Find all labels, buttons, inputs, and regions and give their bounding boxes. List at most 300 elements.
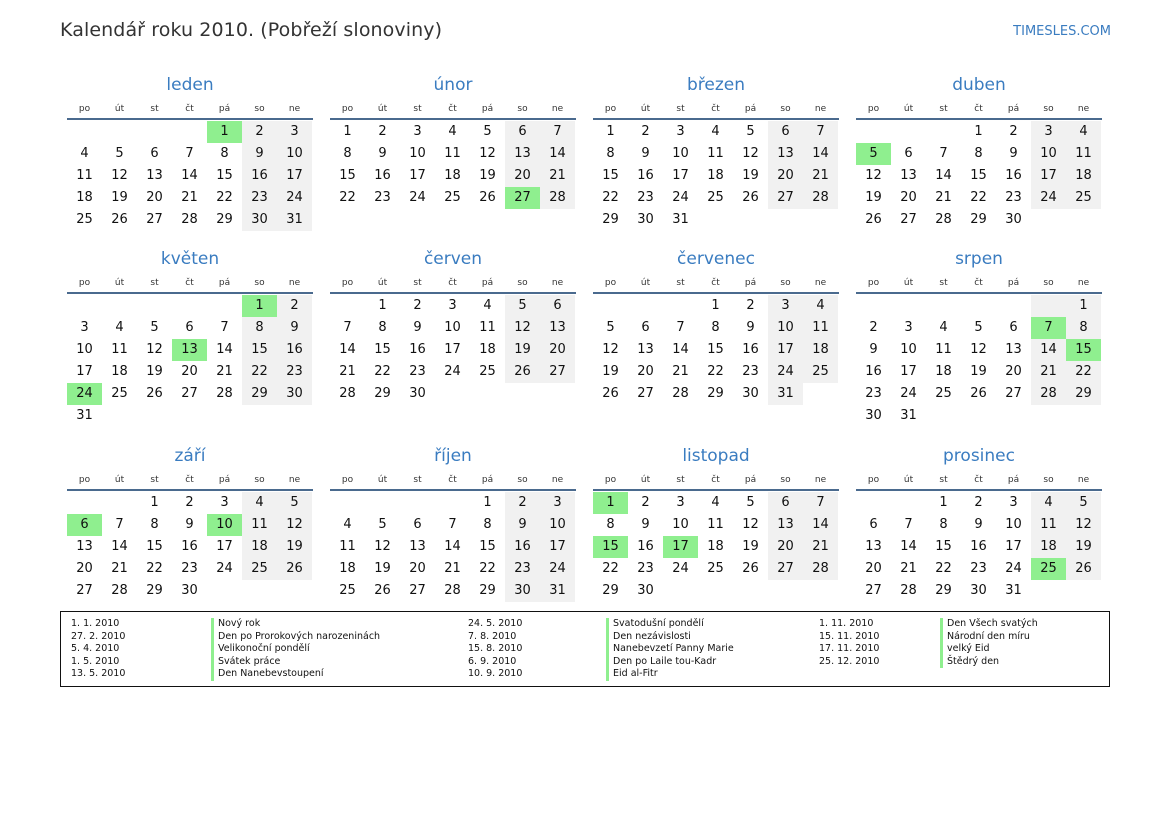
day-cell: 29 [1066, 383, 1101, 405]
day-cell: 26 [865, 212, 882, 227]
month-title: listopad [682, 446, 750, 466]
legend-names-column [211, 618, 380, 681]
day-cell: 6 [540, 295, 575, 317]
holiday-day: 6 [67, 514, 102, 536]
day-cell: 21 [803, 536, 838, 558]
day-cell: 6 [768, 121, 803, 143]
day-cell: 31 [900, 408, 917, 423]
holiday-day: 15 [1066, 339, 1101, 361]
day-cell: 2 [413, 298, 422, 313]
weekday-header [593, 272, 839, 292]
weekday-label: ne [814, 104, 827, 114]
day-cell: 16 [181, 539, 198, 554]
day-cell: 28 [803, 558, 838, 580]
weekday-label: čt [185, 278, 194, 288]
day-cell: 11 [242, 514, 277, 536]
weekday-label: ne [288, 475, 301, 485]
day-cell: 21 [444, 561, 461, 576]
weekday-label: čt [974, 278, 983, 288]
site-link[interactable]: TIMESLES.COM [1013, 24, 1111, 39]
day-cell: 27 [409, 583, 426, 598]
day-cell: 20 [76, 561, 93, 576]
day-cell: 19 [742, 539, 759, 554]
weekday-label: po [604, 104, 617, 114]
day-cell: 22 [602, 190, 619, 205]
weekday-label: pá [1007, 475, 1020, 485]
day-cell: 4 [1031, 492, 1066, 514]
empty-cell [856, 121, 891, 143]
day-cell: 20 [1005, 364, 1022, 379]
weekday-label: út [377, 278, 388, 288]
day-cell: 8 [483, 517, 492, 532]
weekday-label: út [114, 475, 125, 485]
weekday-label: so [254, 475, 265, 485]
day-cell: 14 [181, 168, 198, 183]
month-title: srpen [955, 249, 1003, 269]
month-leden [67, 74, 313, 248]
month-listopad [593, 445, 839, 605]
day-cell: 28 [111, 583, 128, 598]
weekday-label: pá [218, 278, 231, 288]
day-cell: 22 [216, 190, 233, 205]
day-cell: 26 [146, 386, 163, 401]
legend-date: 15. 8. 2010 [468, 643, 523, 654]
day-cell: 12 [146, 342, 163, 357]
day-cell: 29 [707, 386, 724, 401]
day-cell: 2 [641, 495, 650, 510]
day-cell: 3 [676, 495, 685, 510]
empty-cell [891, 295, 926, 317]
day-cell: 16 [242, 165, 277, 187]
empty-cell [961, 295, 996, 317]
day-cell: 4 [711, 495, 720, 510]
day-cell: 2 [185, 495, 194, 510]
day-cell: 30 [637, 583, 654, 598]
weekday-label: út [903, 278, 914, 288]
header-rule [593, 118, 839, 120]
weekday-label: ne [551, 475, 564, 485]
day-grid [856, 492, 1102, 602]
day-grid [856, 121, 1102, 231]
weekday-label: ne [814, 278, 827, 288]
day-cell: 4 [242, 492, 277, 514]
day-grid [67, 492, 313, 602]
weekday-header [856, 272, 1102, 292]
day-cell: 17 [444, 342, 461, 357]
legend-holiday-name: velký Eid [940, 643, 1038, 656]
day-cell: 7 [343, 320, 352, 335]
month-říjen [330, 445, 576, 605]
day-cell: 21 [540, 165, 575, 187]
day-cell: 17 [1005, 539, 1022, 554]
day-cell: 2 [505, 492, 540, 514]
day-cell: 15 [339, 168, 356, 183]
day-grid [856, 295, 1102, 427]
day-cell: 17 [900, 364, 917, 379]
day-cell: 10 [900, 342, 917, 357]
day-cell: 4 [711, 124, 720, 139]
day-cell: 8 [606, 146, 615, 161]
day-cell: 13 [146, 168, 163, 183]
month-květen [67, 248, 313, 445]
day-cell: 12 [505, 317, 540, 339]
day-cell: 20 [540, 339, 575, 361]
day-cell: 31 [277, 209, 312, 231]
day-cell: 20 [409, 561, 426, 576]
day-cell: 19 [374, 561, 391, 576]
day-cell: 10 [1005, 517, 1022, 532]
legend-holiday-name: Nový rok [211, 618, 380, 631]
day-cell: 15 [970, 168, 987, 183]
weekday-label: po [604, 475, 617, 485]
day-cell: 13 [637, 342, 654, 357]
month-title: září [174, 446, 206, 466]
day-cell: 11 [111, 342, 128, 357]
day-cell: 10 [540, 514, 575, 536]
day-cell: 8 [242, 317, 277, 339]
empty-cell [207, 295, 242, 317]
day-cell: 4 [448, 124, 457, 139]
weekday-label: so [1043, 475, 1054, 485]
day-cell: 19 [742, 168, 759, 183]
day-cell: 11 [803, 317, 838, 339]
day-cell: 22 [602, 561, 619, 576]
holiday-day: 27 [505, 187, 540, 209]
weekday-label: st [150, 278, 159, 288]
legend-holiday-name: Nanebevzetí Panny Marie [606, 643, 734, 656]
weekday-label: st [676, 475, 685, 485]
day-cell: 2 [378, 124, 387, 139]
day-cell: 31 [540, 580, 575, 602]
day-cell: 16 [865, 364, 882, 379]
day-cell: 4 [483, 298, 492, 313]
legend-holiday-name: Den po Laile tou-Kadr [606, 656, 734, 669]
month-title: únor [433, 75, 473, 95]
legend-holiday-name: Národní den míru [940, 631, 1038, 644]
legend-date: 17. 11. 2010 [819, 643, 880, 654]
weekday-label: út [640, 104, 651, 114]
month-title: leden [166, 75, 214, 95]
day-cell: 18 [444, 168, 461, 183]
day-cell: 8 [606, 517, 615, 532]
day-cell: 20 [637, 364, 654, 379]
empty-cell [137, 295, 172, 317]
day-cell: 10 [277, 143, 312, 165]
day-cell: 9 [641, 146, 650, 161]
day-cell: 22 [242, 361, 277, 383]
day-cell: 5 [974, 320, 983, 335]
day-cell: 28 [803, 187, 838, 209]
day-cell: 9 [746, 320, 755, 335]
day-cell: 13 [865, 539, 882, 554]
weekday-header [330, 98, 576, 118]
day-cell: 9 [277, 317, 312, 339]
day-cell: 3 [277, 121, 312, 143]
day-cell: 1 [1066, 295, 1101, 317]
day-grid [330, 121, 576, 209]
day-cell: 2 [869, 320, 878, 335]
day-cell: 2 [242, 121, 277, 143]
weekday-label: pá [481, 278, 494, 288]
day-cell: 26 [742, 561, 759, 576]
day-cell: 7 [220, 320, 229, 335]
weekday-header [856, 469, 1102, 489]
day-cell: 11 [935, 342, 952, 357]
day-cell: 11 [444, 146, 461, 161]
weekday-label: čt [448, 278, 457, 288]
day-cell: 4 [80, 146, 89, 161]
day-grid [593, 492, 839, 602]
day-cell: 9 [869, 342, 878, 357]
day-cell: 11 [339, 539, 356, 554]
legend-holiday-name: Eid al-Fitr [606, 668, 734, 681]
day-cell: 24 [672, 561, 689, 576]
day-cell: 16 [970, 539, 987, 554]
day-cell: 12 [602, 342, 619, 357]
day-cell: 16 [277, 339, 312, 361]
day-cell: 24 [1031, 187, 1066, 209]
weekday-label: út [903, 104, 914, 114]
day-cell: 31 [672, 212, 689, 227]
day-cell: 18 [707, 539, 724, 554]
weekday-label: pá [218, 475, 231, 485]
day-cell: 10 [76, 342, 93, 357]
legend-dates-column [71, 618, 125, 681]
weekday-label: so [517, 104, 528, 114]
day-cell: 10 [768, 317, 803, 339]
holiday-day: 10 [207, 514, 242, 536]
day-cell: 1 [150, 495, 159, 510]
day-cell: 1 [343, 124, 352, 139]
day-grid [330, 492, 576, 602]
header-rule [593, 489, 839, 491]
holiday-day: 25 [1031, 558, 1066, 580]
day-cell: 5 [378, 517, 387, 532]
day-cell: 2 [974, 495, 983, 510]
empty-cell [365, 492, 400, 514]
weekday-label: út [377, 104, 388, 114]
header-rule [67, 292, 313, 294]
day-cell: 2 [641, 124, 650, 139]
day-cell: 19 [970, 364, 987, 379]
empty-cell [102, 121, 137, 143]
legend-date: 25. 12. 2010 [819, 655, 880, 667]
day-cell: 13 [768, 143, 803, 165]
day-cell: 15 [216, 168, 233, 183]
header-rule [593, 292, 839, 294]
weekday-label: ne [551, 278, 564, 288]
day-cell: 21 [803, 165, 838, 187]
header-rule [856, 118, 1102, 120]
weekday-label: pá [481, 104, 494, 114]
day-cell: 28 [444, 583, 461, 598]
day-cell: 7 [540, 121, 575, 143]
day-cell: 3 [1031, 121, 1066, 143]
day-cell: 23 [242, 187, 277, 209]
legend-date: 24. 5. 2010 [468, 618, 523, 629]
legend-date: 27. 2. 2010 [71, 630, 126, 642]
day-cell: 11 [707, 146, 724, 161]
day-cell: 12 [479, 146, 496, 161]
day-cell: 28 [1031, 383, 1066, 405]
day-cell: 6 [1009, 320, 1018, 335]
legend-holiday-name: Svátek práce [211, 656, 380, 669]
day-cell: 6 [904, 146, 913, 161]
day-cell: 29 [146, 583, 163, 598]
legend-holiday-name: Svatodušní pondělí [606, 618, 734, 631]
month-červenec [593, 248, 839, 445]
day-cell: 25 [707, 190, 724, 205]
day-cell: 14 [540, 143, 575, 165]
weekday-label: po [867, 104, 880, 114]
day-cell: 21 [935, 190, 952, 205]
day-cell: 14 [803, 514, 838, 536]
day-cell: 24 [900, 386, 917, 401]
holiday-legend [60, 611, 1110, 687]
day-cell: 5 [606, 320, 615, 335]
day-cell: 12 [111, 168, 128, 183]
month-title: květen [160, 249, 220, 269]
day-cell: 14 [111, 539, 128, 554]
weekday-label: st [939, 475, 948, 485]
day-cell: 29 [479, 583, 496, 598]
day-cell: 19 [602, 364, 619, 379]
day-cell: 18 [479, 342, 496, 357]
holiday-day: 13 [172, 339, 207, 361]
day-cell: 22 [146, 561, 163, 576]
day-cell: 25 [479, 364, 496, 379]
day-cell: 14 [900, 539, 917, 554]
day-cell: 26 [602, 386, 619, 401]
weekday-label: po [341, 104, 354, 114]
day-cell: 19 [479, 168, 496, 183]
day-cell: 7 [803, 121, 838, 143]
day-cell: 21 [672, 364, 689, 379]
day-cell: 28 [672, 386, 689, 401]
day-cell: 30 [505, 580, 540, 602]
day-cell: 27 [1005, 386, 1022, 401]
day-cell: 11 [76, 168, 93, 183]
day-cell: 2 [746, 298, 755, 313]
day-cell: 24 [672, 190, 689, 205]
day-cell: 23 [1005, 190, 1022, 205]
month-title: březen [686, 75, 746, 95]
day-cell: 13 [768, 514, 803, 536]
day-cell: 19 [1066, 536, 1101, 558]
day-cell: 22 [479, 561, 496, 576]
day-cell: 28 [540, 187, 575, 209]
day-cell: 25 [803, 361, 838, 383]
day-cell: 17 [216, 539, 233, 554]
day-cell: 1 [711, 298, 720, 313]
day-cell: 20 [900, 190, 917, 205]
weekday-label: út [377, 475, 388, 485]
day-cell: 4 [1066, 121, 1101, 143]
day-cell: 16 [637, 539, 654, 554]
day-cell: 3 [540, 492, 575, 514]
legend-holiday-name: Den nezávislosti [606, 631, 734, 644]
weekday-label: út [114, 278, 125, 288]
empty-cell [891, 121, 926, 143]
months-grid [67, 74, 1103, 605]
day-cell: 5 [1066, 492, 1101, 514]
day-cell: 15 [242, 339, 277, 361]
day-cell: 30 [409, 386, 426, 401]
empty-cell [1031, 295, 1066, 317]
day-cell: 16 [637, 168, 654, 183]
day-cell: 10 [1031, 143, 1066, 165]
day-cell: 7 [803, 492, 838, 514]
day-cell: 7 [185, 146, 194, 161]
day-cell: 30 [277, 383, 312, 405]
day-cell: 6 [413, 517, 422, 532]
legend-holiday-name: Štědrý den [940, 656, 1038, 669]
day-cell: 21 [900, 561, 917, 576]
weekday-label: pá [218, 104, 231, 114]
day-cell: 28 [216, 386, 233, 401]
day-cell: 28 [181, 212, 198, 227]
day-cell: 24 [540, 558, 575, 580]
weekday-label: po [78, 278, 91, 288]
day-cell: 16 [505, 536, 540, 558]
day-cell: 23 [374, 190, 391, 205]
day-cell: 17 [540, 536, 575, 558]
day-cell: 5 [746, 124, 755, 139]
day-cell: 18 [1031, 536, 1066, 558]
day-cell: 19 [146, 364, 163, 379]
day-cell: 5 [505, 295, 540, 317]
header-rule [330, 489, 576, 491]
weekday-label: po [867, 475, 880, 485]
empty-cell [330, 492, 365, 514]
day-cell: 26 [970, 386, 987, 401]
weekday-label: pá [744, 278, 757, 288]
day-cell: 25 [242, 558, 277, 580]
day-cell: 30 [970, 583, 987, 598]
month-title: prosinec [943, 446, 1015, 466]
holiday-day: 1 [593, 492, 628, 514]
day-cell: 24 [216, 561, 233, 576]
legend-date: 1. 5. 2010 [71, 655, 120, 667]
day-cell: 15 [602, 168, 619, 183]
day-cell: 29 [970, 212, 987, 227]
day-cell: 29 [242, 383, 277, 405]
day-cell: 14 [339, 342, 356, 357]
day-cell: 31 [76, 408, 93, 423]
day-cell: 23 [637, 561, 654, 576]
day-cell: 28 [339, 386, 356, 401]
weekday-label: st [939, 278, 948, 288]
weekday-label: so [780, 278, 791, 288]
day-cell: 29 [935, 583, 952, 598]
day-cell: 25 [444, 190, 461, 205]
weekday-label: ne [288, 278, 301, 288]
day-cell: 3 [80, 320, 89, 335]
day-cell: 10 [409, 146, 426, 161]
day-cell: 5 [150, 320, 159, 335]
day-cell: 24 [277, 187, 312, 209]
day-cell: 9 [242, 143, 277, 165]
day-cell: 24 [768, 361, 803, 383]
legend-date: 1. 1. 2010 [71, 618, 120, 629]
weekday-label: st [413, 278, 422, 288]
day-cell: 10 [672, 517, 689, 532]
empty-cell [330, 295, 365, 317]
day-cell: 8 [711, 320, 720, 335]
day-cell: 22 [935, 561, 952, 576]
day-cell: 17 [1031, 165, 1066, 187]
month-únor [330, 74, 576, 248]
